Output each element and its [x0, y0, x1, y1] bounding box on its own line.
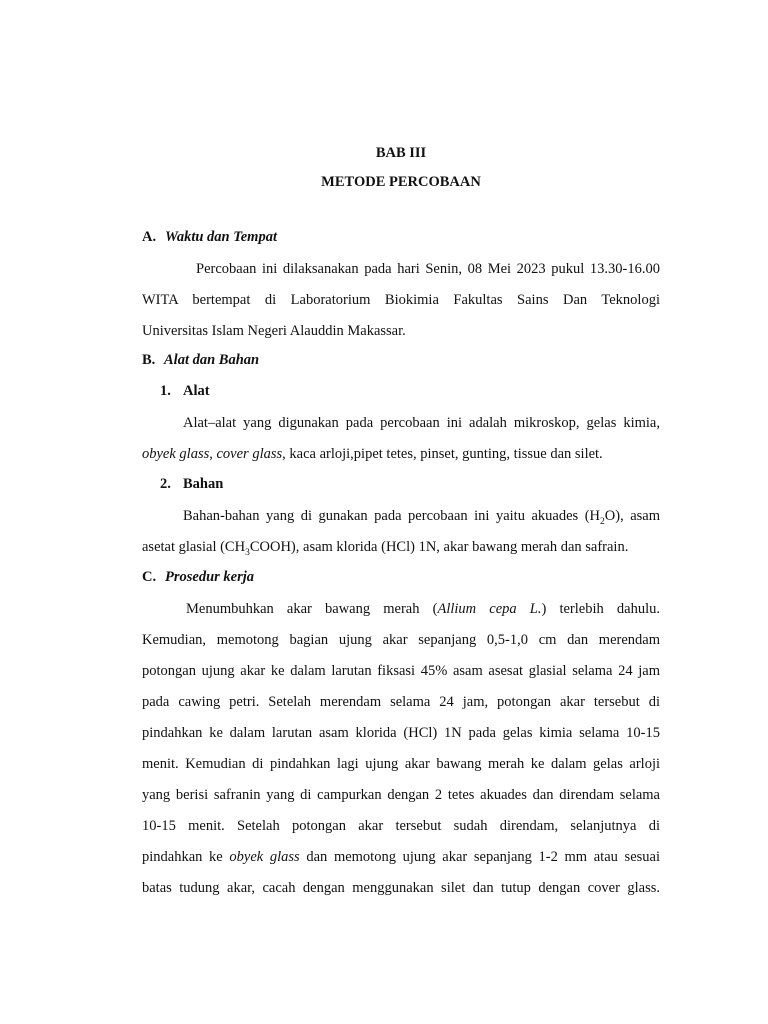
section-a-label: A.: [142, 229, 157, 245]
alat-separator: ,: [209, 446, 217, 462]
prosedur-line-2: Kemudian, memotong bagian ujung akar sepanjang 0,5-1,0 cm dan merendam: [142, 632, 660, 648]
chapter-number: BAB III: [375, 145, 427, 161]
bahan-line-1-sub: 2: [600, 516, 605, 527]
prosedur-line-7: yang berisi safranin yang di campurkan dengan 2 tetes akuades dan direndam selama: [142, 787, 660, 803]
prosedur-line-9: [142, 848, 660, 866]
section-a-line-3: Universitas Islam Negeri Alauddin Makassar.: [142, 323, 406, 339]
section-a-heading: [142, 229, 277, 246]
subsection-bahan-title: Bahan: [183, 476, 224, 492]
alat-italic-cover-glass: cover glass: [216, 446, 283, 462]
section-a-title: Waktu dan Tempat: [165, 229, 277, 245]
prosedur-line-1-a: Menumbuhkan akar bawang merah (: [186, 601, 438, 617]
subsection-bahan-heading: [160, 476, 224, 493]
section-b-label: B.: [142, 352, 156, 368]
prosedur-line-8: 10-15 menit. Setelah potongan akar tersebut sudah direndam, selanjutnya di: [142, 818, 660, 834]
section-b-title: Alat dan Bahan: [164, 352, 260, 368]
alat-line-1: Alat–alat yang digunakan pada percobaan ini adalah mikroskop, gelas kimia,: [183, 415, 660, 431]
section-c-label: C.: [142, 569, 157, 585]
bahan-line-2-sub: 3: [245, 547, 250, 558]
section-a-line-2: WITA bertempat di Laboratorium Biokimia Fakultas Sains Dan Teknologi: [142, 292, 660, 308]
bahan-line-1-b: O), asam: [604, 508, 661, 524]
prosedur-line-10: batas tudung akar, cacah dengan menggunakan silet dan tutup dengan cover glass.: [142, 880, 660, 896]
section-c-heading: [142, 569, 255, 586]
chapter-title: METODE PERCOBAAN: [321, 174, 481, 190]
prosedur-line-1-b: ) terlebih dahulu.: [541, 601, 660, 617]
prosedur-line-9-b: dan memotong ujung akar sepanjang 1-2 mm atau sesuai: [299, 849, 660, 865]
prosedur-line-9-a: pindahkan ke: [142, 849, 230, 865]
prosedur-line-4: pada cawing petri. Setelah merendam selama 24 jam, potongan akar tersebut di: [142, 694, 660, 710]
prosedur-line-5: pindahkan ke dalam larutan asam klorida (HCl) 1N pada gelas kimia selama 10-15: [142, 725, 660, 741]
subsection-alat-label: 1.: [160, 383, 171, 399]
prosedur-line-3: potongan ujung akar ke dalam larutan fiksasi 45% asam asesat glasial selama 24 jam: [142, 663, 660, 679]
bahan-line-2: [142, 538, 660, 556]
alat-line-2: [142, 445, 660, 463]
prosedur-italic-species: Allium cepa L.: [437, 601, 542, 617]
subsection-alat-title: Alat: [183, 383, 210, 399]
bahan-line-1: [183, 507, 660, 525]
bahan-line-1-a: Bahan-bahan yang di gunakan pada percobaan ini yaitu akuades (H: [183, 508, 601, 524]
section-a-line-1: Percobaan ini dilaksanakan pada hari Senin, 08 Mei 2023 pukul 13.30-16.00: [196, 261, 660, 277]
prosedur-line-6: menit. Kemudian di pindahkan lagi ujung akar bawang merah ke dalam gelas arloji: [142, 756, 660, 772]
prosedur-italic-obyek-glass: obyek glass: [229, 849, 300, 865]
subsection-bahan-label: 2.: [160, 476, 171, 492]
alat-italic-obyek-glass: obyek glass: [142, 446, 210, 462]
alat-line-2-rest: , kaca arloji,pipet tetes, pinset, gunting, tissue dan silet.: [282, 446, 603, 462]
section-b-heading: [142, 352, 260, 369]
bahan-line-2-b: COOH), asam klorida (HCl) 1N, akar bawang merah dan safrain.: [249, 539, 629, 555]
subsection-alat-heading: [160, 383, 210, 400]
bahan-line-2-a: asetat glasial (CH: [142, 539, 246, 555]
section-c-title: Prosedur kerja: [165, 569, 255, 585]
prosedur-line-1: [186, 600, 660, 618]
